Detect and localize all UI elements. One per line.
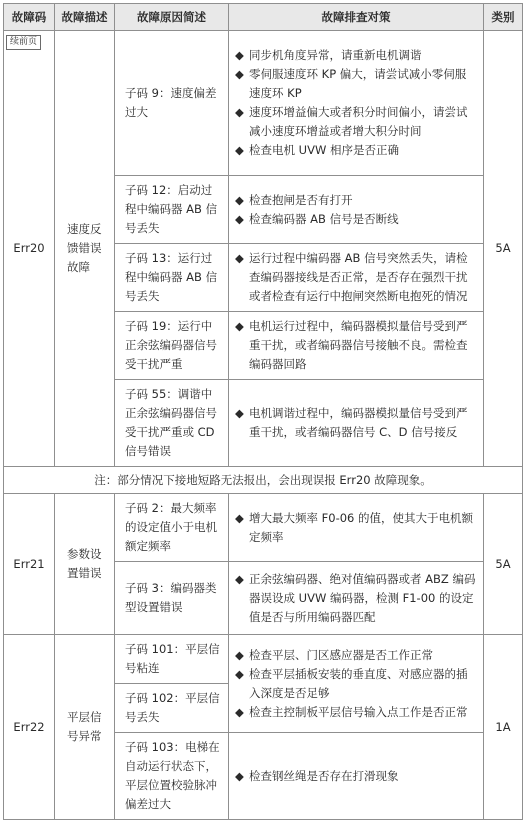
- fault-category: 1A: [484, 635, 523, 820]
- fix-cell: [229, 31, 484, 176]
- fault-cause: 子码 13：运行过程中编码器 AB 信号丢失: [115, 244, 229, 312]
- fix-item: ◆ 检查主控制板平层信号输入点工作是否正常: [235, 703, 477, 722]
- diamond-bullet-icon: ◆: [235, 704, 244, 719]
- diamond-bullet-icon: ◆: [235, 319, 244, 333]
- header-fix: 故障排查对策: [229, 4, 484, 31]
- fix-item: ◆ 同步机角度异常，请重新电机调谐: [235, 46, 477, 65]
- fault-category: 5A: [484, 494, 523, 635]
- diamond-bullet-icon: ◆: [235, 647, 244, 662]
- fix-item: ◆ 正余弦编码器、绝对值编码器或者 ABZ 编码器误设成 UVW 编码器，检测 F1-00 的设定值是否与所用编码器匹配: [235, 571, 476, 624]
- fault-cause: 子码 101：平层信号粘连: [115, 635, 229, 684]
- fix-item: ◆ 检查平层插板安装的垂直度、对感应器的插入深度是否足够: [235, 666, 468, 700]
- diamond-bullet-icon: ◆: [235, 666, 244, 681]
- diamond-bullet-icon: ◆: [235, 192, 244, 207]
- fix-cell: [229, 380, 484, 467]
- diamond-bullet-icon: ◆: [235, 510, 244, 525]
- fix-cell: [229, 562, 484, 635]
- fault-code: Err22: [4, 635, 55, 820]
- fault-description: 参数设置错误: [55, 494, 115, 635]
- fix-cell: [229, 635, 484, 733]
- err20-code-cell: [4, 31, 55, 467]
- fix-cell: [229, 494, 484, 562]
- header-row: [4, 4, 523, 31]
- fault-description: 速度反馈错误故障: [55, 31, 115, 467]
- fault-cause: 子码 102：平层信号丢失: [115, 684, 229, 733]
- fix-item: ◆ 检查钢丝绳是否存在打滑现象: [235, 767, 477, 786]
- diamond-bullet-icon: ◆: [235, 768, 244, 783]
- header-fault-desc: 故障描述: [55, 4, 115, 31]
- fix-item: ◆ 检查编码器 AB 信号是否断线: [235, 210, 477, 229]
- fix-cell: [229, 733, 484, 820]
- fault-cause: 子码 3：编码器类型设置错误: [115, 562, 229, 635]
- fix-item: ◆ 运行过程中编码器 AB 信号突然丢失，请检查编码器接线是否正常，是否存在强烈干扰或者检查有运行中抱闸突然断电抱死的情况: [235, 251, 468, 303]
- fault-cause: 子码 12：启动过程中编码器 AB 信号丢失: [115, 176, 229, 244]
- fix-item: ◆ 速度环增益偏大或者积分时间偏小，请尝试减小速度环增益或者增大积分时间: [235, 105, 468, 138]
- diamond-bullet-icon: ◆: [235, 48, 244, 62]
- fault-code: Err21: [4, 494, 55, 635]
- continued-badge: 续前页: [6, 35, 41, 50]
- fix-item: ◆ 电机调谐过程中，编码器模拟量信号受到严重干扰，或者编码器信号 C、D 信号接反: [235, 406, 468, 439]
- fix-item: ◆ 增大最大频率 F0-06 的值，使其大于电机额定频率: [235, 510, 474, 544]
- fix-item: ◆ 零伺服速度环 KP 偏大，请尝试减小零伺服速度环 KP: [235, 67, 467, 100]
- table-row: [4, 31, 523, 176]
- diamond-bullet-icon: ◆: [235, 251, 244, 265]
- fault-cause: 子码 103：电梯在自动运行状态下，平层位置校验脉冲偏差过大: [115, 733, 229, 820]
- fix-item: ◆ 检查平层、门区感应器是否工作正常: [235, 646, 477, 665]
- fix-cell: [229, 176, 484, 244]
- fault-category: 5A: [484, 31, 523, 467]
- note-row: [4, 467, 523, 494]
- fix-cell: [229, 312, 484, 380]
- diamond-bullet-icon: ◆: [235, 143, 244, 157]
- table-row: [4, 635, 523, 684]
- note-text: 注：部分情况下接地短路无法报出，会出现误报 Err20 故障现象。: [4, 467, 523, 494]
- fix-item: ◆ 电机运行过程中，编码器模拟量信号受到严重干扰，或者编码器信号接触不良。需检查编码器回路: [235, 319, 468, 371]
- fault-cause: 子码 19：运行中正余弦编码器信号受干扰严重: [115, 312, 229, 380]
- fault-cause: 子码 55：调谐中正余弦编码器信号受干扰严重或 CD 信号错误: [115, 380, 229, 467]
- fix-item: ◆ 检查抱闸是否有打开: [235, 191, 477, 210]
- diamond-bullet-icon: ◆: [235, 571, 244, 586]
- fix-item: ◆ 检查电机 UVW 相序是否正确: [235, 141, 477, 160]
- diamond-bullet-icon: ◆: [235, 105, 244, 119]
- header-category: 类别: [484, 4, 523, 31]
- diamond-bullet-icon: ◆: [235, 67, 244, 81]
- fix-cell: [229, 244, 484, 312]
- header-cause: 故障原因简述: [115, 4, 229, 31]
- diamond-bullet-icon: ◆: [235, 211, 244, 226]
- fault-table: [3, 3, 523, 820]
- fault-code: Err20: [13, 240, 45, 255]
- table-row: [4, 494, 523, 562]
- diamond-bullet-icon: ◆: [235, 406, 244, 420]
- header-fault-code: 故障码: [4, 4, 55, 31]
- fault-cause: 子码 9：速度偏差过大: [115, 31, 229, 176]
- fault-cause: 子码 2：最大频率的设定值小于电机额定频率: [115, 494, 229, 562]
- fault-description: 平层信号异常: [55, 635, 115, 820]
